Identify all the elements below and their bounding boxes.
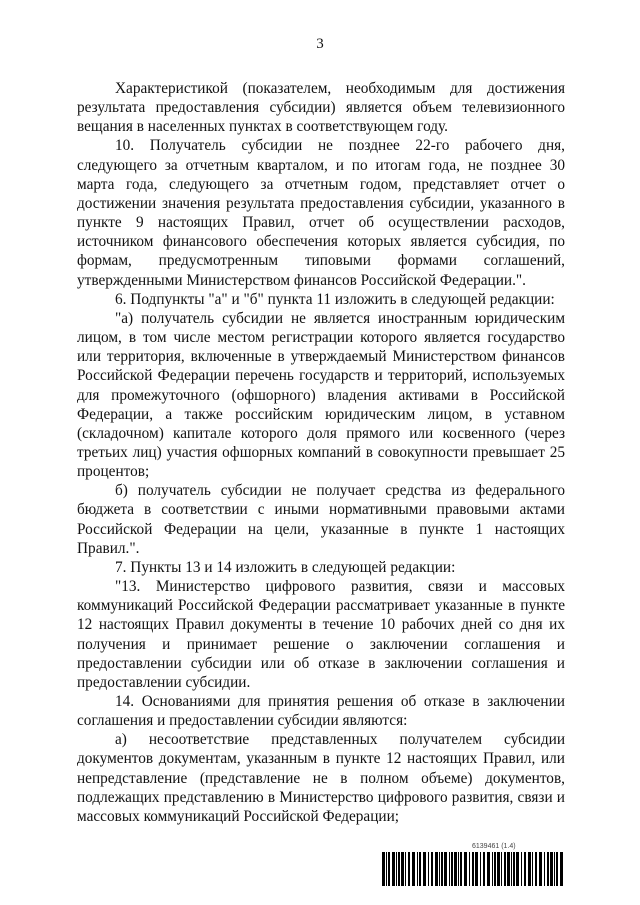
barcode-bar (501, 852, 502, 886)
barcode-bar (396, 852, 397, 886)
barcode-bar (535, 852, 537, 886)
barcode-number: 6139461 (1.4) (472, 843, 516, 850)
barcode-bar (487, 852, 490, 886)
paragraph-amendment-6: 6. Подпункты "а" и "б" пункта 11 изложить в следующей редакции: (115, 290, 555, 308)
barcode-bar (392, 852, 395, 886)
barcode-bar (475, 852, 478, 886)
barcode-bar (472, 852, 474, 886)
paragraph-item-13: "13. Министерство цифрового развития, связи и массовых коммуникаций Российской Федерации рассматривает указанные в пункте 12 настоящих Правил документы в течение 10 рабочих дней со дня их получения и принимает решение о заключении соглашения и предоставлении субсидии или об отказе в заключении соглашения и предоставлении субсидии. (77, 578, 565, 691)
barcode-bar (382, 852, 385, 886)
barcode-bar (431, 852, 433, 886)
paragraph-result-indicator: Характеристикой (показателем, необходимым для достижения результата предоставления субсидии) является объем телевизионного вещания в населенных пунктах в соответствующем году. (77, 80, 565, 136)
barcode-bar (504, 852, 506, 886)
barcode-bar (464, 852, 467, 886)
barcode-bar (401, 852, 404, 886)
barcode-bar (556, 852, 558, 886)
barcode-bar (408, 852, 410, 886)
barcode-bar (532, 852, 533, 886)
barcode-bar (419, 852, 421, 886)
barcode-bar (480, 852, 481, 886)
barcode-bar (458, 852, 459, 886)
paragraph-subitem-a: "а) получатель субсидии не является иностранным юридическим лицом, в том числе местом регистрации которого является государство или территория, включенные в утверждаемый Министерством финансов Российской Федерации перечень государств и территорий, используемых для промежуточного (офшорного) владения активами в Российской Федерации, а также российским юридическим лицом, в уставном (складочном) капитале которого доля прямого или косвенного (через третьих лиц) участия офшорных компаний в совокупности превышает 25 процентов; (77, 309, 565, 481)
barcode-bar (423, 852, 426, 886)
barcode-bar (521, 852, 522, 886)
paragraph-item-10: 10. Получатель субсидии не позднее 22-го рабочего дня, следующего за отчетным кварталом, и по итогам года, не позднее 30 марта года, следующего за отчетным годом, представляет отчет о достижении значения результата предоставления субсидии, указанного в пункте 9 настоящих Правил, отчет об осуществлении расходов, источником финансового обеспечения которых является субсидия, по формам, предусмотренным типовыми формами соглашений, утвержденными Министерством финансов Российской Федерации.". (77, 137, 565, 289)
barcode-bar (494, 852, 496, 886)
barcode-bar (441, 852, 443, 886)
barcode-bar (483, 852, 485, 886)
barcode (382, 852, 564, 886)
barcode-bar (439, 852, 440, 886)
barcode-bar (412, 852, 415, 886)
barcode-bar (417, 852, 418, 886)
barcode-bar (497, 852, 500, 886)
document-body (77, 79, 565, 826)
barcode-bar (492, 852, 493, 886)
barcode-bar (398, 852, 400, 886)
barcode-bar (524, 852, 526, 886)
barcode-bar (428, 852, 429, 886)
barcode-bar (469, 852, 470, 886)
barcode-bar (550, 852, 553, 886)
paragraph-subitem-b: б) получатель субсидии не получает средства из федерального бюджета в соответствии с иными нормативными правовыми актами Российской Федерации на цели, указанные в пункте 1 настоящих Правил.". (77, 482, 565, 557)
paragraph-item-14-a: а) несоответствие представленных получателем субсидии документов документам, указанным в пункте 12 настоящих Правил, или непредставление (представление не в полном объеме) документов, подлежащих представлению в Министерство цифрового развития, связи и массовых коммуникаций Российской Федерации; (77, 731, 565, 825)
barcode-bar (454, 852, 457, 886)
barcode-bar (513, 852, 515, 886)
barcode-bar (560, 852, 563, 886)
barcode-bar (539, 852, 542, 886)
barcode-bar (516, 852, 519, 886)
barcode-bar (528, 852, 531, 886)
barcode-bar (544, 852, 545, 886)
barcode-bar (507, 852, 510, 886)
barcode-bar (554, 852, 555, 886)
barcode-bar (405, 852, 406, 886)
barcode-bar (511, 852, 512, 886)
barcode-bar (444, 852, 447, 886)
barcode-bar (449, 852, 450, 886)
barcode-bar (451, 852, 453, 886)
barcode-bar (547, 852, 549, 886)
barcode-bar (386, 852, 387, 886)
paragraph-amendment-7: 7. Пункты 13 и 14 изложить в следующей редакции: (115, 558, 456, 576)
barcode-bar (435, 852, 438, 886)
barcode-bar (460, 852, 462, 886)
paragraph-item-14: 14. Основаниями для принятия решения об отказе в заключении соглашения и предоставлении субсидии являются: (77, 693, 565, 730)
barcode-bar (388, 852, 390, 886)
page-number: 3 (316, 36, 324, 52)
